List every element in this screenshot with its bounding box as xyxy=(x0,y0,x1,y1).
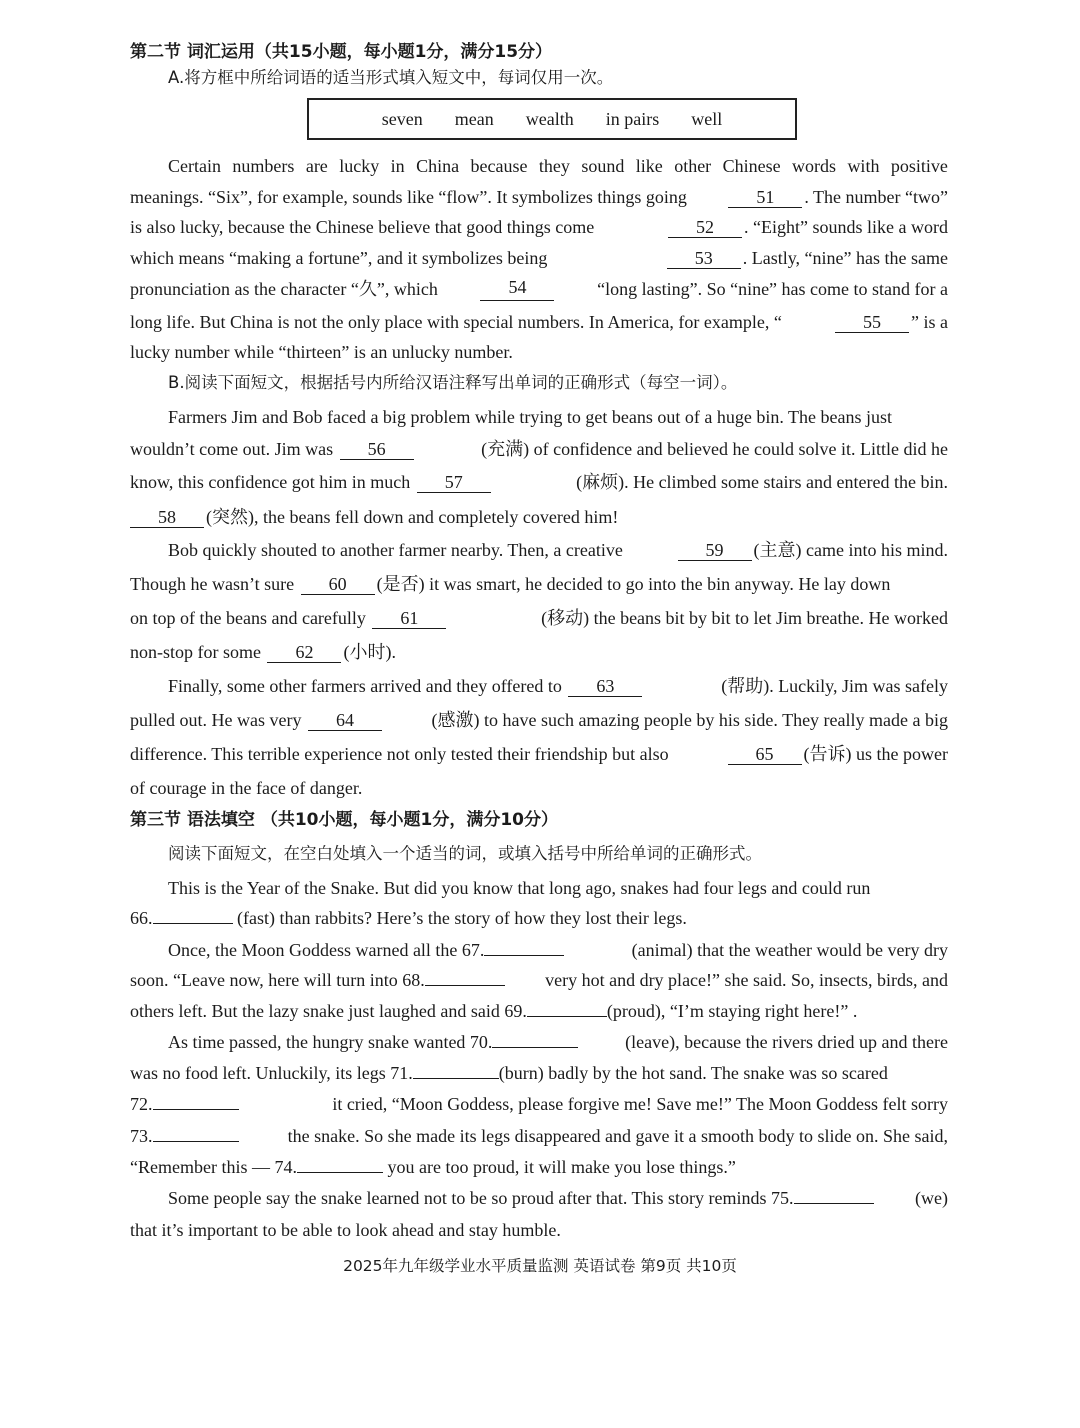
partA-line-7: lucky number while “thirteen” is an unlucky number. xyxy=(130,342,513,362)
grammar-line-1: This is the Year of the Snake. But did you know that long ago, snakes had four legs and could run xyxy=(168,878,871,898)
blank-51: 51 xyxy=(728,187,802,208)
partB-line-2: wouldn’t come out. Jim was 56 (充满) of confidence and believed he could solve it. Little did he xyxy=(130,439,948,459)
blank-72[interactable] xyxy=(153,1093,239,1110)
grammar-line-5: others left. But the lazy snake just laughed and said 69. (proud), “I’m staying right here!” . xyxy=(130,1001,858,1021)
section3-title: 第三节 语法填空 （共10小题，每小题1分，满分10分） xyxy=(130,810,558,830)
partB-line-1: Farmers Jim and Bob faced a big problem while trying to get beans out of a huge bin. The beans just xyxy=(168,407,893,427)
word-box-item: wealth xyxy=(525,108,574,129)
partA-instruction: A.将方框中所给词语的适当形式填入短文中，每词仅用一次。 xyxy=(168,68,614,87)
word-box-item: well xyxy=(691,108,723,129)
blank-57: 57 xyxy=(417,472,491,493)
grammar-line-4: soon. “Leave now, here will turn into 68. very hot and dry place!” she said. So, insects, birds, and xyxy=(130,970,948,990)
word-box xyxy=(307,98,797,140)
partB-line-10: pulled out. He was very 64 (感激) to have such amazing people by his side. They really made a big xyxy=(130,710,948,730)
grammar-line-7: was no food left. Unluckily, its legs 71. (burn) badly by the hot sand. The snake was so scared xyxy=(130,1063,888,1083)
blank-69[interactable] xyxy=(527,1000,607,1017)
grammar-line-8: 72. it cried, “Moon Goddess, please forgive me! Save me!” The Moon Goddess felt sorry xyxy=(130,1094,948,1114)
partA-line-5: pronunciation as the character “久”, which 54 “long lasting”. So “nine” has come to stand for a xyxy=(130,277,948,299)
blank-74[interactable] xyxy=(297,1156,383,1173)
blank-61: 61 xyxy=(372,608,446,629)
blank-75[interactable] xyxy=(794,1187,874,1204)
partB-line-7: on top of the beans and carefully 61 (移动) the beans bit by bit to let Jim breathe. He worked xyxy=(130,608,948,628)
partB-line-6: Though he wasn’t sure 60 (是否) it was smart, he decided to go into the bin anyway. He lay down xyxy=(130,574,891,594)
word-box-item: in pairs xyxy=(605,108,660,129)
blank-70[interactable] xyxy=(492,1031,578,1048)
section2-title: 第二节 词汇运用（共15小题，每小题1分，满分15分） xyxy=(130,42,553,62)
blank-59: 59 xyxy=(678,540,752,561)
blank-73[interactable] xyxy=(153,1125,239,1142)
partA-line-6: long life. But China is not the only place with special numbers. In America, for example, “ 55 ” is a xyxy=(130,312,948,332)
partB-line-12: of courage in the face of danger. xyxy=(130,778,363,798)
blank-62: 62 xyxy=(267,642,341,663)
blank-68[interactable] xyxy=(425,969,505,986)
grammar-line-3: Once, the Moon Goddess warned all the 67. (animal) that the weather would be very dry xyxy=(168,940,948,960)
partB-line-5: Bob quickly shouted to another farmer nearby. Then, a creative 59 (主意) came into his mind. xyxy=(168,540,948,560)
partA-line-1: Certain numbers are lucky in China because they sound like other Chinese words with positive xyxy=(168,156,948,176)
blank-52: 52 xyxy=(668,217,742,238)
partA-line-2: meanings. “Six”, for example, sounds like “flow”. It symbolizes things going 51 . The number “two” xyxy=(130,187,948,207)
grammar-line-9: 73. the snake. So she made its legs disappeared and gave it a smooth body to slide on. She said, xyxy=(130,1126,948,1146)
blank-67[interactable] xyxy=(484,939,564,956)
word-box-item: mean xyxy=(454,108,494,129)
partB-instruction: B.阅读下面短文，根据括号内所给汉语注释写出单词的正确形式（每空一词）。 xyxy=(168,373,738,392)
grammar-line-11: Some people say the snake learned not to be so proud after that. This story reminds 75. (we) xyxy=(168,1188,948,1208)
section3-instruction: 阅读下面短文，在空白处填入一个适当的词，或填入括号中所给单词的正确形式。 xyxy=(168,844,762,863)
blank-56: 56 xyxy=(340,439,414,460)
grammar-line-10: “Remember this — 74. you are too proud, it will make you lose things.” xyxy=(130,1157,736,1177)
blank-66[interactable] xyxy=(153,907,233,924)
partB-line-11: difference. This terrible experience not only tested their friendship but also 65 (告诉) us the power xyxy=(130,744,948,764)
word-box-item: seven xyxy=(381,108,423,129)
page-footer: 2025年九年级学业水平质量监测 英语试卷 第9页 共10页 xyxy=(343,1257,737,1275)
partA-line-3: is also lucky, because the Chinese believe that good things come 52 . “Eight” sounds like a word xyxy=(130,217,948,237)
blank-71[interactable] xyxy=(413,1062,499,1079)
grammar-line-2: 66. (fast) than rabbits? Here’s the story of how they lost their legs. xyxy=(130,908,687,928)
partB-line-4: 58 (突然), the beans fell down and completely covered him! xyxy=(130,505,948,529)
blank-60: 60 xyxy=(301,574,375,595)
blank-53: 53 xyxy=(667,248,741,269)
blank-55: 55 xyxy=(835,312,909,333)
blank-54: 54 xyxy=(480,277,554,301)
partB-line-3: know, this confidence got him in much 57 (麻烦). He climbed some stairs and entered the bin. xyxy=(130,472,948,492)
grammar-line-12: that it’s important to be able to look ahead and stay humble. xyxy=(130,1220,561,1240)
grammar-line-6: As time passed, the hungry snake wanted 70. (leave), because the rivers dried up and there xyxy=(168,1032,948,1052)
partB-line-9: Finally, some other farmers arrived and they offered to 63 (帮助). Luckily, Jim was safely xyxy=(168,676,948,696)
blank-64: 64 xyxy=(308,710,382,731)
blank-58: 58 xyxy=(130,507,204,528)
partB-line-8: non-stop for some 62 (小时). xyxy=(130,642,396,662)
partA-line-4: which means “making a fortune”, and it symbolizes being 53 . Lastly, “nine” has the same xyxy=(130,248,948,268)
blank-63: 63 xyxy=(568,676,642,697)
blank-65: 65 xyxy=(728,744,802,765)
